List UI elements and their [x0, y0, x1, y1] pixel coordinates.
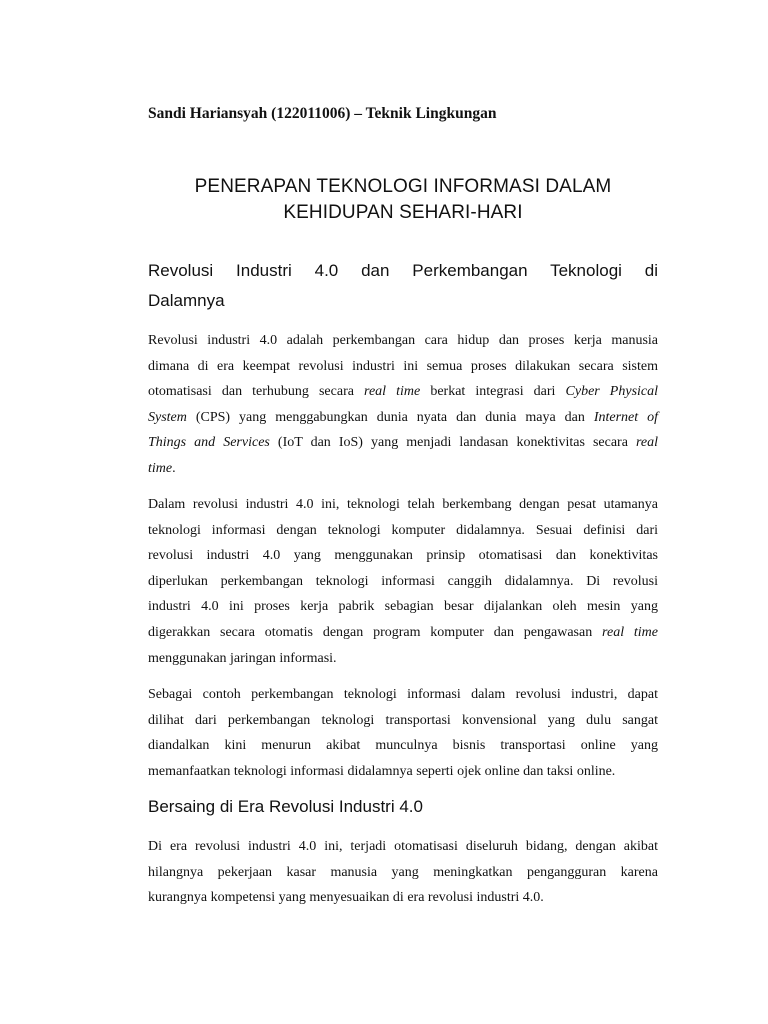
paragraph-line: industri 4.0 ini proses kerja pabrik sebagian besar dijalankan oleh mesin yang [148, 599, 658, 615]
paragraph-line: dilihat dari perkembangan teknologi transportasi konvensional yang dulu sangat [148, 712, 658, 728]
paragraph-line: Sebagai contoh perkembangan teknologi informasi dalam revolusi industri, dapat [148, 687, 658, 702]
text-run: berkat integrasi dari [420, 384, 566, 400]
title-line-1: PENERAPAN TEKNOLOGI INFORMASI DALAM [194, 176, 612, 197]
title-line-2: KEHIDUPAN SEHARI-HARI [283, 202, 523, 223]
italic-term: Things and Services [148, 435, 270, 451]
text-run: otomatisasi dan terhubung secara [148, 384, 365, 400]
paragraph-line: hilangnya pekerjaan kasar manusia yang meningkatkan pengangguran karena [148, 864, 658, 880]
text-run: . [172, 460, 176, 476]
italic-term: real time [364, 384, 421, 400]
section-heading-1 [148, 256, 658, 316]
text-run: (CPS) yang menggabungkan dunia nyata dan dunia maya dan [186, 409, 594, 425]
paragraph-line: memanfaatkan teknologi informasi didalamnya seperti ojek online dan taksi online. [148, 763, 616, 779]
italic-term: Internet of [593, 409, 659, 425]
paragraph-2 [148, 492, 658, 671]
italic-term: real time [602, 624, 658, 640]
section-heading-1-line-2: Dalamnya [148, 291, 225, 310]
paragraph-line: teknologi informasi dengan teknologi komputer didalamnya. Sesuai definisi dari [148, 522, 658, 538]
paragraph-line: kurangnya kompetensi yang menyesuaikan di era revolusi industri 4.0. [148, 890, 544, 906]
paragraph-line [148, 405, 658, 431]
paragraph-line: dimana di era keempat revolusi industri ini semua proses dilakukan secara sistem [148, 358, 658, 374]
paragraph-line: revolusi industri 4.0 yang menggunakan prinsip otomatisasi dan konektivitas [148, 548, 658, 564]
paragraph-4 [148, 834, 658, 911]
paragraph-line [148, 430, 658, 456]
paragraph-line: Di era revolusi industri 4.0 ini, terjadi otomatisasi diseluruh bidang, dengan akibat [148, 839, 658, 854]
paragraph-line [148, 456, 658, 482]
paragraph-1 [148, 328, 658, 482]
italic-term: Cyber Physical [565, 384, 659, 400]
paragraph-line: diandalkan kini menurun akibat munculnya bisnis transportasi online yang [148, 738, 658, 754]
italic-term: System [148, 409, 187, 425]
text-run: (IoT dan IoS) yang menjadi landasan konektivitas secara [269, 435, 636, 451]
italic-term: real [635, 435, 659, 451]
paragraph-3 [148, 682, 658, 784]
text-run: digerakkan secara otomatis dengan program komputer dan pengawasan [148, 624, 603, 640]
paragraph-line: menggunakan jaringan informasi. [148, 650, 337, 666]
italic-term: time [148, 460, 173, 476]
document-title [148, 174, 658, 226]
paragraph-line: Dalam revolusi industri 4.0 ini, teknologi telah berkembang dengan pesat utamanya [148, 497, 658, 512]
author-line: Sandi Hariansyah (122011006) – Teknik Lingkungan [148, 105, 497, 122]
section-heading-2: Bersaing di Era Revolusi Industri 4.0 [148, 797, 423, 816]
paragraph-line [148, 379, 658, 405]
paragraph-line: Revolusi industri 4.0 adalah perkembangan cara hidup dan proses kerja manusia [148, 333, 658, 348]
paragraph-line [148, 620, 658, 646]
paragraph-line: diperlukan perkembangan teknologi informasi canggih didalamnya. Di revolusi [148, 573, 658, 589]
section-heading-1-line-1: Revolusi Industri 4.0 dan Perkembangan Teknologi di [148, 261, 658, 280]
